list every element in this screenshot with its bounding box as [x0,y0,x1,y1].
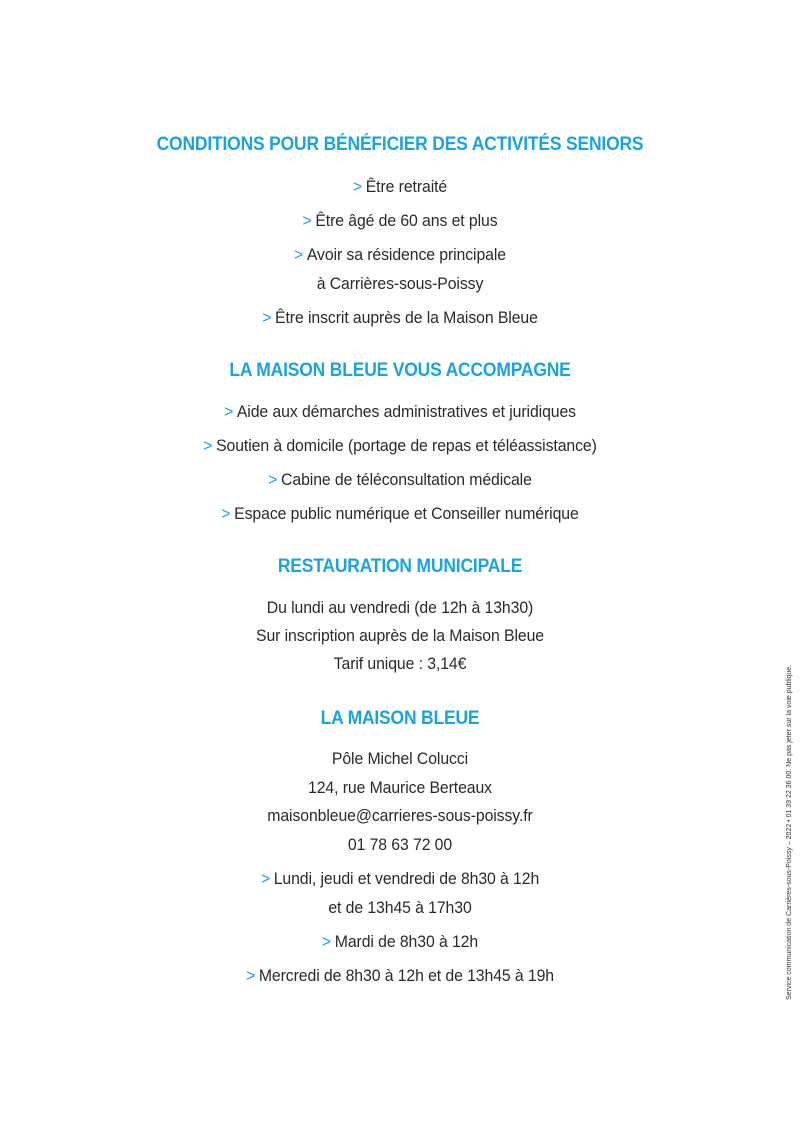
service-item: > Soutien à domicile (portage de repas et téléassistance) [203,436,597,455]
hours-item: > Mardi de 8h30 à 12h [321,932,479,951]
arrow-icon: > [268,470,278,489]
condition-item: > Être retraité [352,177,448,196]
hours-item: > Mercredi de 8h30 à 12h et de 13h45 à 19h [245,966,555,985]
arrow-icon: > [352,177,363,196]
restauration-heading: RESTAURATION MUNICIPALE [277,556,523,577]
arrow-icon: > [223,402,234,421]
address-name: Pôle Michel Colucci [331,749,469,768]
arrow-icon: > [321,932,332,951]
arrow-icon: > [302,211,312,230]
service-item: > Cabine de téléconsultation médicale [268,470,532,489]
conditions-heading: CONDITIONS POUR BÉNÉFICIER DES ACTIVITÉS SENIORS [156,134,644,155]
email-link[interactable]: maisonbleue@carrieres-sous-poissy.fr [267,806,533,825]
arrow-icon: > [260,869,270,888]
accompagne-heading: LA MAISON BLEUE VOUS ACCOMPAGNE [229,360,571,381]
arrow-icon: > [293,245,304,264]
restauration-line: Du lundi au vendredi (de 12h à 13h30) [266,598,534,617]
condition-item: > Être inscrit auprès de la Maison Bleue [262,308,538,327]
service-item: > Espace public numérique et Conseiller numérique [221,504,579,523]
hours-item: > Lundi, jeudi et vendredi de 8h30 à 12h [260,869,540,888]
restauration-line: Sur inscription auprès de la Maison Bleue [256,626,544,645]
arrow-icon: > [262,308,272,327]
arrow-icon: > [245,966,256,985]
hours-item-continuation: et de 13h45 à 17h30 [328,898,472,917]
condition-item: > Être âgé de 60 ans et plus [302,211,498,230]
legal-side-note: Service communication de Carrières-sous-Poissy – 2022 • 01 39 22 36 00. Ne pas jeter sur la voie publique. [786,664,793,1000]
phone-number[interactable]: 01 78 63 72 00 [347,835,453,854]
arrow-icon: > [221,504,231,523]
service-item: > Aide aux démarches administratives et juridiques [223,402,577,421]
restauration-price: Tarif unique : 3,14€ [333,654,467,673]
condition-item-continuation: à Carrières-sous-Poissy [316,274,484,293]
condition-item: > Avoir sa résidence principale [293,245,506,264]
maison-bleue-heading: LA MAISON BLEUE [320,708,480,729]
arrow-icon: > [203,436,213,455]
address-street: 124, rue Maurice Berteaux [308,778,492,797]
